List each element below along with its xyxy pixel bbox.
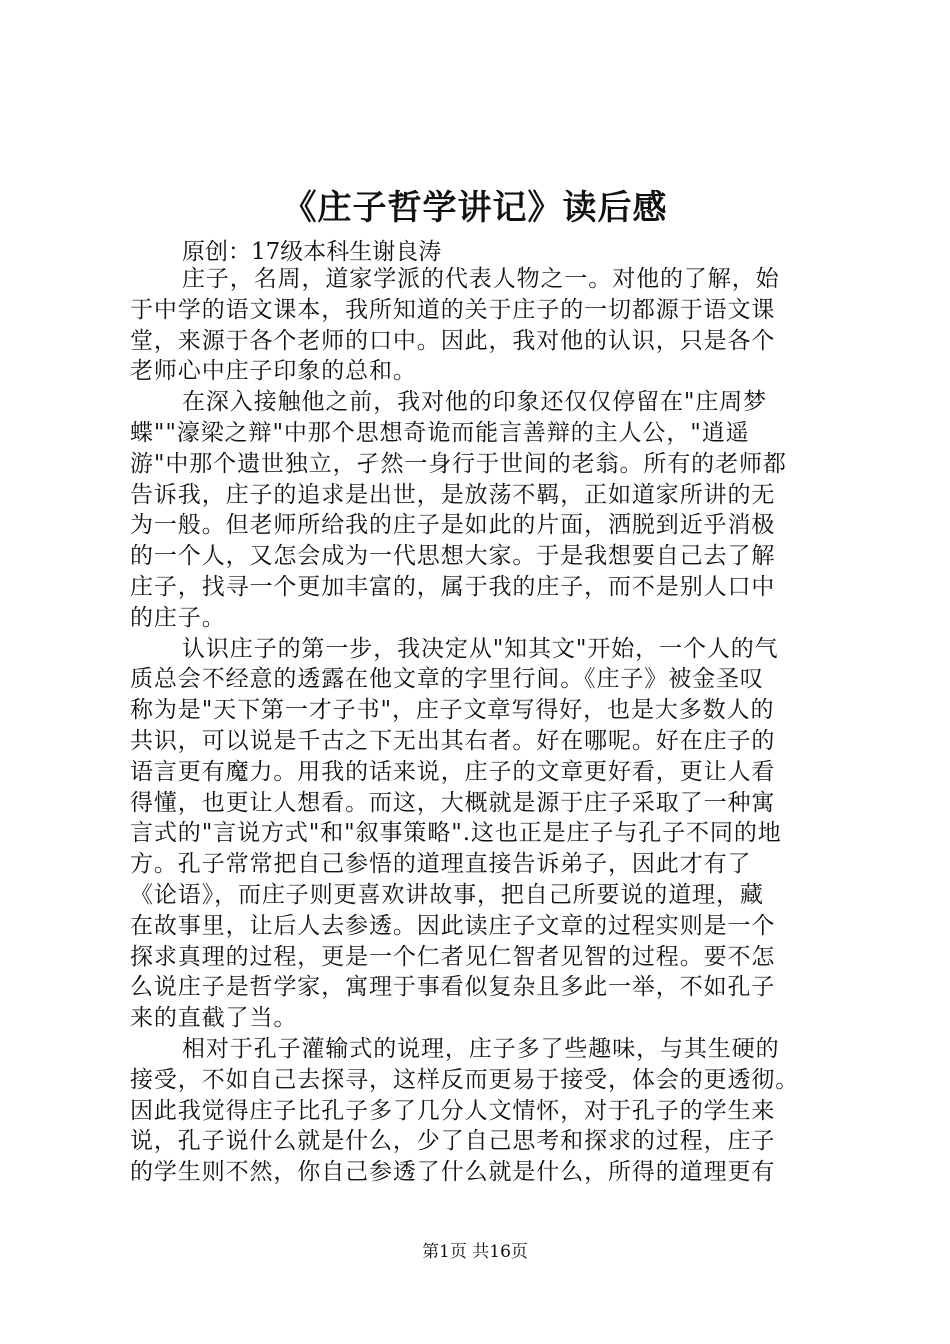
document-title: 《庄子哲学讲记》读后感 <box>282 188 668 228</box>
text-line: 在深入接触他之前，我对他的印象还仅仅停留在"庄周梦 <box>182 389 768 416</box>
text-line: 于中学的语文课本，我所知道的关于庄子的一切都源于语文课 <box>130 296 776 323</box>
text-line: 认识庄子的第一步，我决定从"知其文"开始，一个人的气 <box>182 635 779 662</box>
text-line: 因此我觉得庄子比孔子多了几分人文情怀，对于孔子的学生来 <box>130 1097 776 1124</box>
text-line: 称为是"天下第一才子书"，庄子文章写得好，也是大多数人的 <box>130 697 775 724</box>
text-line: 蝶""濠梁之辩"中那个思想奇诡而能言善辩的主人公，"逍遥 <box>130 419 750 446</box>
text-line: 庄子，找寻一个更加丰富的，属于我的庄子，而不是别人口中 <box>130 573 776 600</box>
text-line: 共识，可以说是千古之下无出其右者。好在哪呢。好在庄子的 <box>130 727 776 754</box>
text-line: 来的直截了当。 <box>130 1005 298 1032</box>
page-footer: 第1页 共16页 <box>422 1242 528 1262</box>
text-line: 言式的"言说方式"和"叙事策略".这也正是庄子与孔子不同的地 <box>130 820 782 847</box>
text-line: 么说庄子是哲学家，寓理于事看似复杂且多此一举，不如孔子 <box>130 974 776 1001</box>
text-line: 告诉我，庄子的追求是出世，是放荡不羁，正如道家所讲的无 <box>130 481 776 508</box>
text-line: 方。孔子常常把自己参悟的道理直接告诉弟子，因此才有了 <box>130 851 752 878</box>
body-text <box>130 264 830 1188</box>
text-line: 堂，来源于各个老师的口中。因此，我对他的认识，只是各个 <box>130 327 776 354</box>
text-line: 游"中那个遗世独立，孑然一身行于世间的老翁。所有的老师都 <box>130 450 787 477</box>
text-line: 在故事里，让后人去参透。因此读庄子文章的过程实则是一个 <box>130 912 776 939</box>
text-line: 语言更有魔力。用我的话来说，庄子的文章更好看，更让人看 <box>130 758 776 785</box>
author-byline: 原创：17级本科生谢良涛 <box>182 239 442 265</box>
text-line: 说，孔子说什么就是什么，少了自己思考和探求的过程，庄子 <box>130 1128 776 1155</box>
text-line: 相对于孔子灌输式的说理，庄子多了些趣味，与其生硬的 <box>182 1035 780 1062</box>
text-line: 庄子，名周，道家学派的代表人物之一。对他的了解，始 <box>182 266 780 292</box>
text-line: 为一般。但老师所给我的庄子是如此的片面，洒脱到近乎消极 <box>130 512 776 539</box>
text-line: 的学生则不然，你自己参透了什么就是什么，所得的道理更有 <box>130 1159 776 1186</box>
text-line: 探求真理的过程，更是一个仁者见仁智者见智的过程。要不怎 <box>130 943 776 970</box>
text-line: 质总会不经意的透露在他文章的字里行间。《庄子》被金圣叹 <box>130 666 764 693</box>
text-line: 的一个人，又怎会成为一代思想大家。于是我想要自己去了解 <box>130 543 776 570</box>
text-line: 的庄子。 <box>130 604 226 631</box>
text-line: 《论语》，而庄子则更喜欢讲故事，把自己所要说的道理，藏 <box>130 881 764 908</box>
text-line: 得懂，也更让人想看。而这，大概就是源于庄子采取了一种寓 <box>130 789 776 816</box>
text-line: 老师心中庄子印象的总和。 <box>130 358 417 385</box>
text-line: 接受，不如自己去探寻，这样反而更易于接受，体会的更透彻。 <box>130 1066 800 1093</box>
